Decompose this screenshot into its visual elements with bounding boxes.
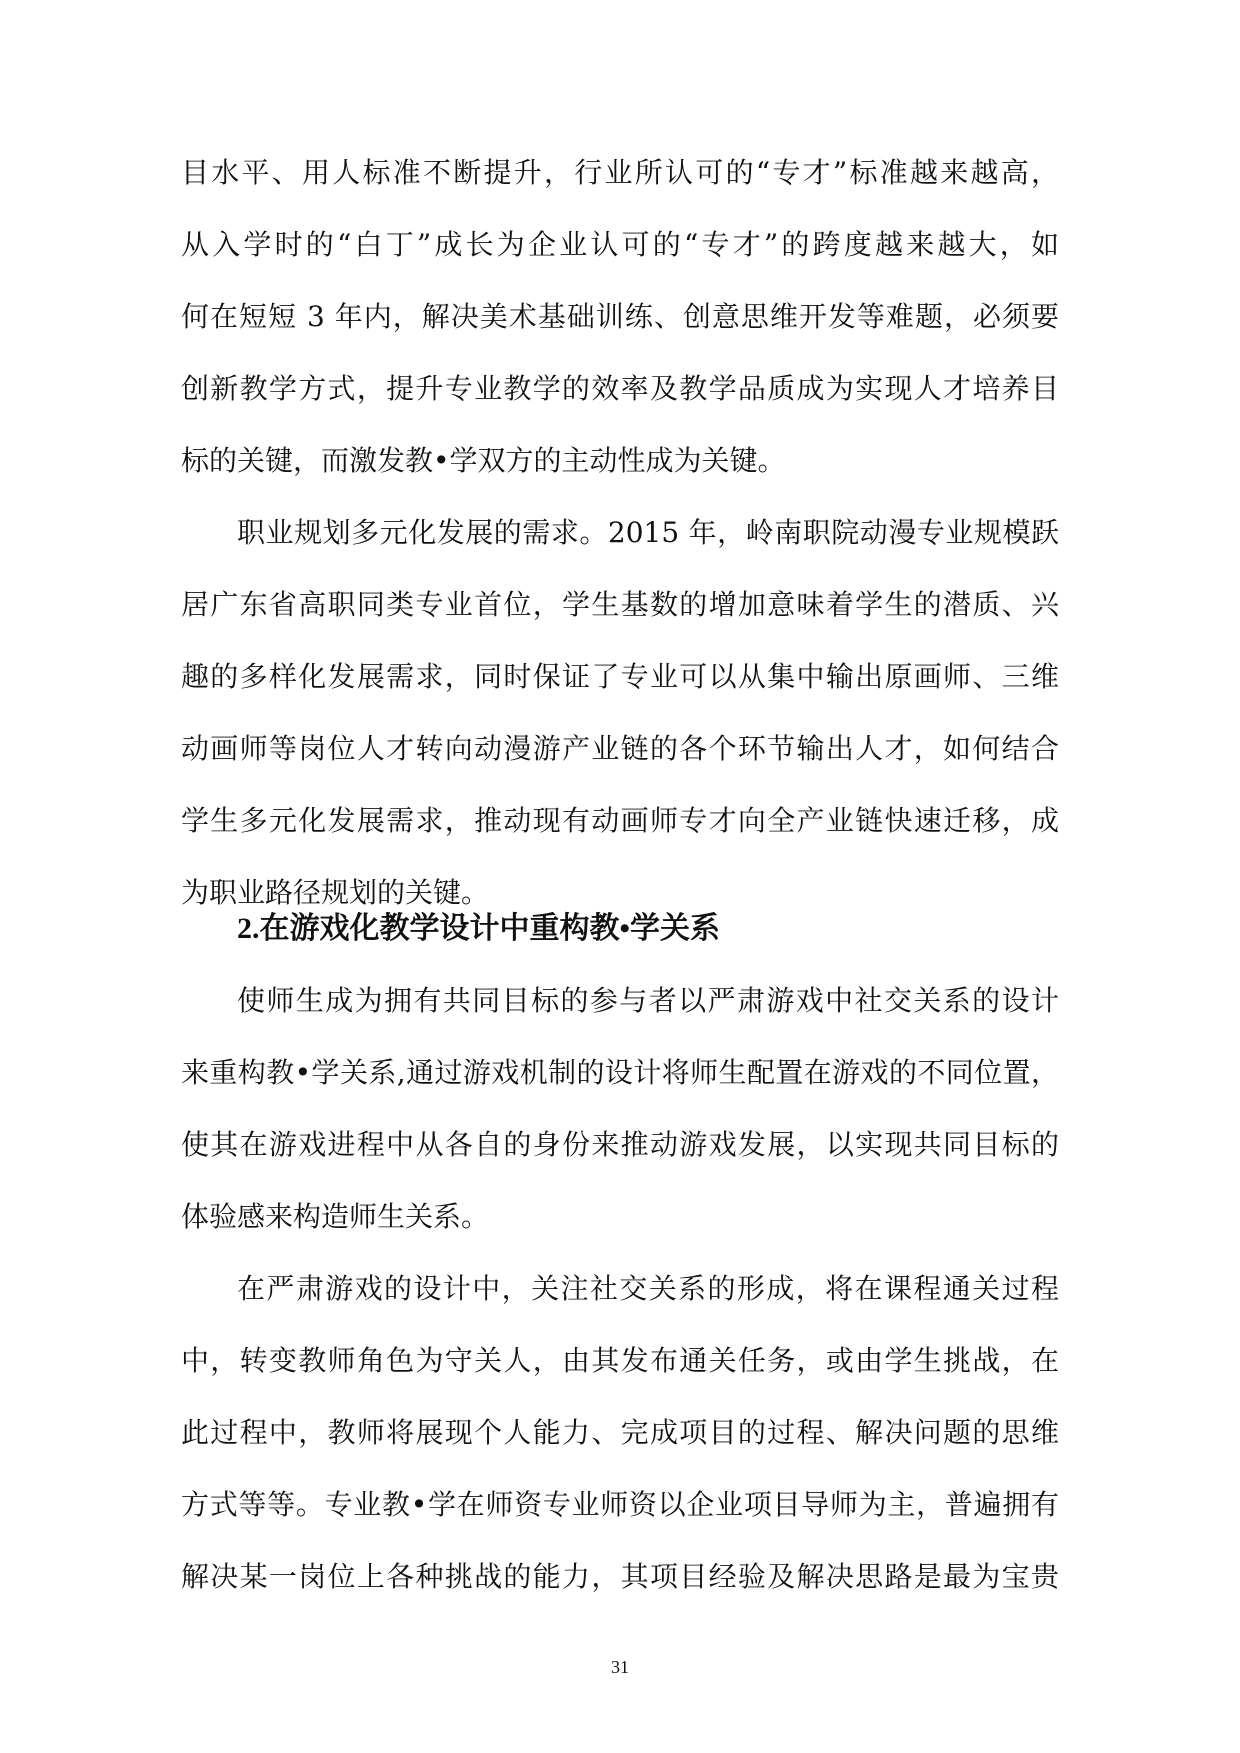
paragraph-line: 方式等等。专业教•学在师资专业师资以企业项目导师为主，普遍拥有 — [181, 1488, 1059, 1521]
paragraph-line: 体验感来构造师生关系。 — [181, 1200, 490, 1233]
paragraph-line: 目水平、用人标准不断提升，行业所认可的“专才”标准越来越高， — [181, 156, 1059, 189]
paragraph-line: 职业规划多元化发展的需求。2015 年，岭南职院动漫专业规模跃 — [237, 516, 1059, 549]
paragraph-line: 学生多元化发展需求，推动现有动画师专才向全产业链快速迁移，成 — [181, 804, 1059, 837]
paragraph-line: 为职业路径规划的关键。 — [181, 876, 490, 909]
paragraph-line: 此过程中，教师将展现个人能力、完成项目的过程、解决问题的思维 — [181, 1416, 1059, 1449]
paragraph-line: 在严肃游戏的设计中，关注社交关系的形成，将在课程通关过程 — [237, 1272, 1059, 1305]
section-heading: 2.在游戏化教学设计中重构教•学关系 — [237, 912, 721, 945]
paragraph-line: 何在短短 3 年内，解决美术基础训练、创意思维开发等难题，必须要 — [181, 300, 1059, 333]
paragraph-line: 从入学时的“白丁”成长为企业认可的“专才”的跨度越来越大，如 — [181, 228, 1059, 261]
paragraph-line: 来重构教•学关系,通过游戏机制的设计将师生配置在游戏的不同位置， — [181, 1056, 1059, 1089]
paragraph-line: 解决某一岗位上各种挑战的能力，其项目经验及解决思路是最为宝贵 — [181, 1560, 1059, 1593]
paragraph-line: 标的关键，而激发教•学双方的主动性成为关键。 — [181, 444, 786, 477]
paragraph-line: 创新教学方式，提升专业教学的效率及教学品质成为实现人才培养目 — [181, 372, 1059, 405]
paragraph-line: 趣的多样化发展需求，同时保证了专业可以从集中输出原画师、三维 — [181, 660, 1059, 693]
paragraph-line: 动画师等岗位人才转向动漫游产业链的各个环节输出人才，如何结合 — [181, 732, 1059, 765]
paragraph-line: 居广东省高职同类专业首位，学生基数的增加意味着学生的潜质、兴 — [181, 588, 1059, 621]
paragraph-line: 使其在游戏进程中从各自的身份来推动游戏发展，以实现共同目标的 — [181, 1128, 1059, 1161]
paragraph-line: 中，转变教师角色为守关人，由其发布通关任务，或由学生挑战，在 — [181, 1344, 1059, 1377]
paragraph-line: 使师生成为拥有共同目标的参与者以严肃游戏中社交关系的设计 — [237, 984, 1059, 1017]
page-number: 31 — [611, 1657, 629, 1677]
